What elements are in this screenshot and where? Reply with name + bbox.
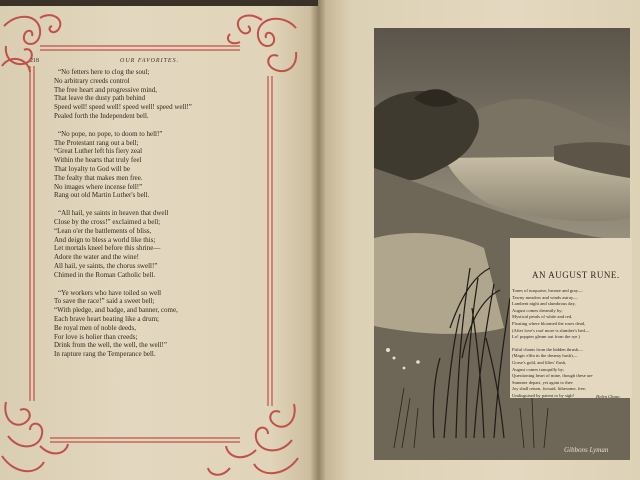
bells-poem: [54, 68, 294, 368]
poem-line: “Great Luther left his fiery zeal: [54, 147, 143, 156]
poem-line: “With pledge, and badge, and banner, come,: [54, 306, 178, 315]
poem-line: Floating where bloomed the roses dead,: [512, 320, 586, 326]
poem-line: Joy shall return, forsaid, lithesome, free,: [512, 386, 587, 392]
poem-line: Pealed forth the Independent bell.: [54, 111, 149, 120]
poem-line: Chimed in the Roman Catholic bell.: [54, 270, 156, 279]
poem-line: “No pope, no pope, to doom to hell!”: [58, 129, 163, 138]
poem-line: In rapture rang the Temperance bell.: [54, 350, 156, 359]
poem-line: For love is holier than creeds;: [54, 332, 138, 341]
poem-line: To save the race!” said a sweet bell;: [54, 297, 155, 306]
poem-line: And deign to bless a world like this;: [54, 235, 156, 244]
poem-line: Summer depart, yet again to thee: [512, 379, 573, 385]
stanza-catholic: [54, 209, 294, 279]
poem-line: “No fetters here to clog the soul;: [58, 68, 150, 76]
poem-line: Be royal men of noble deeds,: [54, 323, 137, 332]
poem-line: All hail, ye saints, the chorus swell!”: [54, 261, 158, 270]
poem-line: August comes dreamily by;: [512, 307, 563, 313]
running-head: OUR FAVORITES.: [120, 58, 180, 64]
poem-line: No images where incense fell!”: [54, 182, 143, 191]
poem-line: The fealty that makes men free.: [54, 173, 143, 182]
poem-line: Mystical petals of white and red,: [512, 314, 573, 320]
poem-line: Within the hearts that truly feel: [54, 156, 142, 165]
book-gutter: [310, 0, 326, 480]
poem-line: Let mortals kneel before this shrine—: [54, 244, 161, 253]
poem-line: (Magic elfin in the dreamy hush)—: [512, 353, 578, 359]
poem-line: Fitful chants from the hidden thrush—: [512, 346, 583, 352]
poem-line: “Lean o'er the battlements of bliss,: [54, 226, 152, 235]
poem-title: AN AUGUST RUNE.: [532, 270, 620, 280]
poem-line: Tones of turquoise, bronze and gray—: [512, 288, 583, 293]
poem-line: Rang out old Martin Luther's bell.: [54, 191, 150, 200]
poem-line: “All hail, ye saints in heaven that dwell: [58, 209, 169, 218]
poem-line: Undisguised by patent or by sigh!: [512, 392, 575, 398]
poem-line: August comes tranquilly by;: [512, 366, 565, 372]
poem-line: “Ye workers who have toiled so well: [58, 288, 162, 297]
august-rune-poem: [512, 288, 632, 406]
poem-line: That leave the dusty path behind: [54, 94, 146, 103]
poem-line: No arbitrary creeds control: [54, 76, 130, 85]
poem-line: Speed well! speed well! speed well! speed well!”: [54, 103, 192, 112]
corner-ornament-bottom-right: [208, 404, 298, 475]
corner-ornament-top-right: [228, 15, 296, 71]
poem-line: Tawny meadow and winds astray—: [512, 294, 578, 300]
page-number: 218: [30, 58, 39, 64]
stanza: [512, 347, 632, 400]
stanza: [512, 288, 632, 341]
stanza-protestant: [54, 130, 294, 200]
corner-ornament-bottom-left: [2, 402, 68, 471]
poem-line: Gorse's gold, and lilies' flush,: [512, 359, 567, 365]
poem-line: That loyalty to God will be: [54, 164, 131, 173]
poem-line: (After love's roof more is slumber's bed—: [512, 327, 590, 333]
poem-line: Adore the water and the wine!: [54, 253, 139, 262]
illustration-signature: Gibbons Lyman: [564, 446, 609, 454]
poem-line: Each brave heart beating like a drum;: [54, 314, 159, 323]
poem-line: Lo! poppies gleam out from the rye.): [512, 334, 580, 340]
stanza-temperance: [54, 289, 294, 359]
poem-line: Drink from the well, the well, the well!”: [54, 341, 167, 350]
poem-line: Close by the cross!” exclaimed a bell;: [54, 217, 161, 226]
poem-line: The free heart and progressive mind,: [54, 85, 158, 94]
poem-line: Lambent night and slumbrous day,: [512, 301, 576, 307]
poem-author: Helen Chase.: [596, 394, 621, 399]
stanza-independent: [54, 68, 294, 121]
poem-line: Questioning heart of mine, though these are: [512, 373, 593, 379]
poem-line: The Protestant rang out a bell;: [54, 138, 139, 147]
